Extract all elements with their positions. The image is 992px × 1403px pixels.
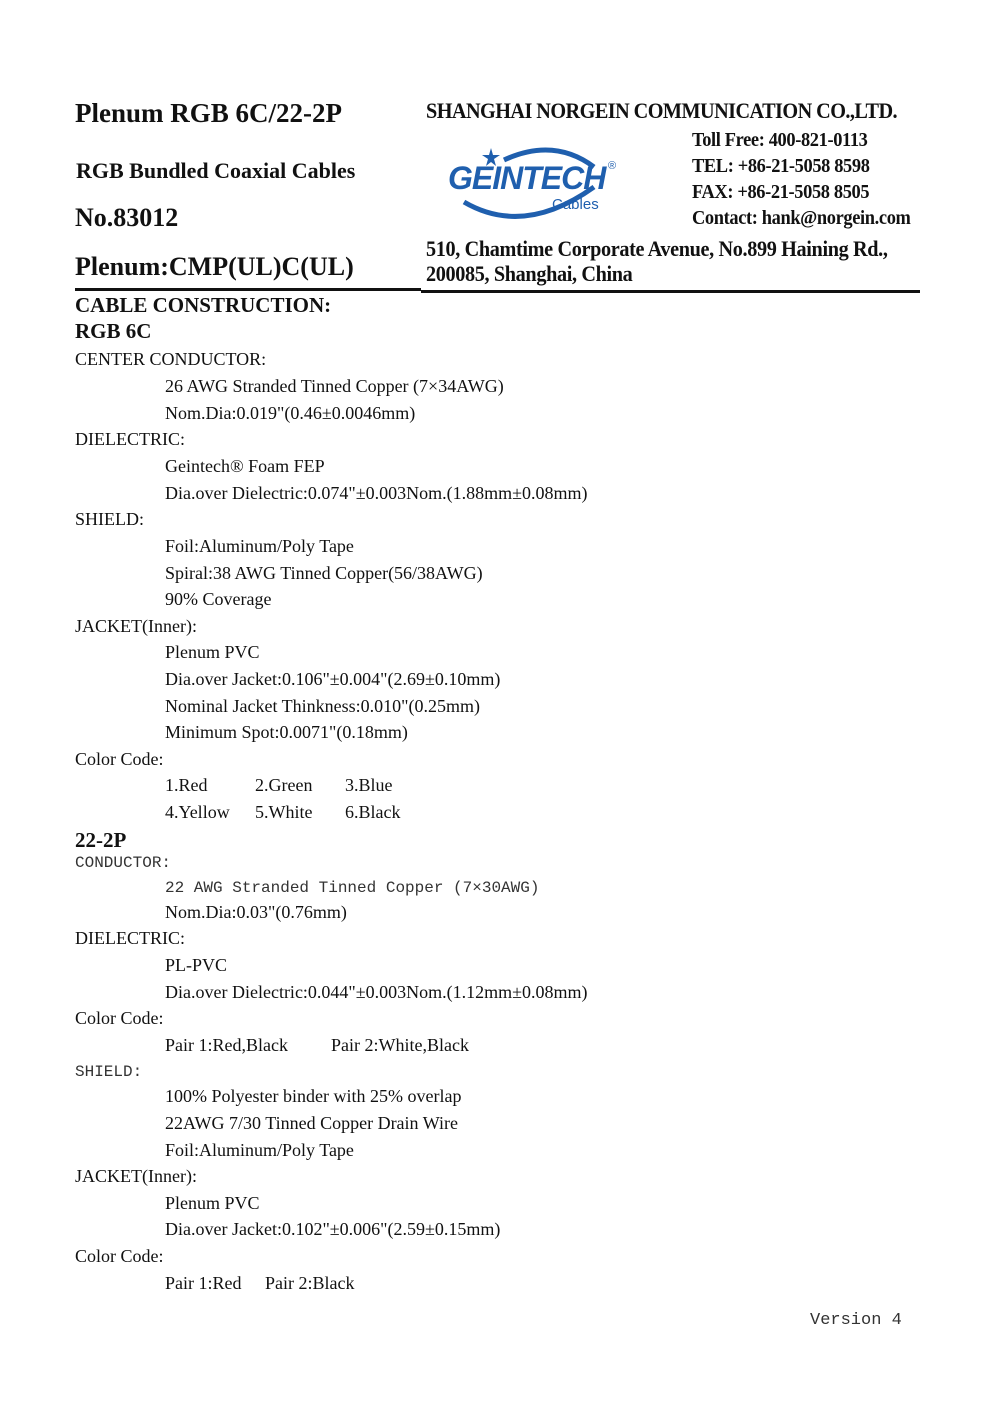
pair-conductor-label: CONDUCTOR: [75, 854, 172, 872]
jacket-thickness: Nominal Jacket Thinkness:0.010"(0.25mm) [165, 696, 480, 716]
toll-free: Toll Free: 400-821-0113 [692, 129, 868, 151]
center-conductor-spec: 26 AWG Stranded Tinned Copper (7×34AWG) [165, 376, 504, 396]
logo-subtext: Cables [552, 196, 599, 213]
pair-color-1: Pair 1:Red,Black [165, 1035, 288, 1055]
color-item: 6.Black [345, 802, 401, 822]
color-item: 1.Red [165, 775, 208, 795]
plenum-rating: Plenum:CMP(UL)C(UL) [75, 252, 354, 281]
pair-jacket-label: JACKET(Inner): [75, 1166, 197, 1186]
color-item: 5.White [255, 802, 313, 822]
color-item: 4.Yellow [165, 802, 230, 822]
color-code-label: Color Code: [75, 749, 164, 769]
jacket-diameter: Dia.over Jacket:0.106"±0.004"(2.69±0.10mm) [165, 669, 501, 689]
pair-shield-label: SHIELD: [75, 1063, 143, 1081]
pair-jacket-diameter: Dia.over Jacket:0.102"±0.006"(2.59±0.15mm) [165, 1219, 501, 1239]
telephone: TEL: +86-21-5058 8598 [692, 155, 870, 177]
product-number: No.83012 [75, 203, 179, 232]
color-item: 2.Green [255, 775, 313, 795]
rgb-heading: RGB 6C [75, 319, 152, 343]
pair-heading: 22-2P [75, 828, 127, 852]
pair-color2-label: Color Code: [75, 1246, 164, 1266]
pair-shield-drain: 22AWG 7/30 Tinned Copper Drain Wire [165, 1113, 458, 1133]
address-line-1: 510, Chamtime Corporate Avenue, No.899 Haining Rd., [426, 236, 888, 261]
geintech-logo [444, 142, 624, 232]
pair-color2-2: Pair 2:Black [265, 1273, 355, 1293]
header-rule-right [421, 290, 920, 293]
dielectric-label: DIELECTRIC: [75, 429, 185, 449]
color-item: 3.Blue [345, 775, 393, 795]
center-conductor-diameter: Nom.Dia:0.019"(0.46±0.0046mm) [165, 403, 416, 423]
construction-heading: CABLE CONSTRUCTION: [75, 293, 332, 317]
header-rule-left [75, 288, 421, 291]
pair-shield-foil: Foil:Aluminum/Poly Tape [165, 1140, 354, 1160]
shield-label: SHIELD: [75, 509, 144, 529]
pair-shield-binder: 100% Polyester binder with 25% overlap [165, 1086, 462, 1106]
shield-foil: Foil:Aluminum/Poly Tape [165, 536, 354, 556]
logo-wordmark: GEINTECH [448, 160, 606, 196]
page-title: Plenum RGB 6C/22-2P [75, 98, 342, 128]
shield-spiral: Spiral:38 AWG Tinned Copper(56/38AWG) [165, 563, 483, 583]
pair-dielectric-material: PL-PVC [165, 955, 228, 975]
pair-color-label: Color Code: [75, 1008, 164, 1028]
center-conductor-label: CENTER CONDUCTOR: [75, 349, 267, 369]
pair-dielectric-label: DIELECTRIC: [75, 928, 185, 948]
company-name: SHANGHAI NORGEIN COMMUNICATION CO.,LTD. [426, 98, 898, 123]
pair-conductor-spec: 22 AWG Stranded Tinned Copper (7×30AWG) [165, 879, 540, 897]
dielectric-diameter: Dia.over Dielectric:0.074"±0.003Nom.(1.88mm±0.08mm) [165, 483, 588, 503]
contact-email: Contact: hank@norgein.com [692, 207, 911, 229]
pair-conductor-diameter: Nom.Dia:0.03"(0.76mm) [165, 902, 347, 922]
shield-coverage: 90% Coverage [165, 589, 272, 609]
jacket-minimum-spot: Minimum Spot:0.0071"(0.18mm) [165, 722, 408, 742]
pair-color2-1: Pair 1:Red [165, 1273, 242, 1293]
jacket-material: Plenum PVC [165, 642, 260, 662]
fax: FAX: +86-21-5058 8505 [692, 181, 870, 203]
version-label: Version 4 [810, 1311, 902, 1330]
pair-color-2: Pair 2:White,Black [331, 1035, 469, 1055]
page-subtitle: RGB Bundled Coaxial Cables [76, 158, 356, 183]
jacket-label: JACKET(Inner): [75, 616, 197, 636]
logo-registered: ® [608, 160, 617, 172]
pair-dielectric-diameter: Dia.over Dielectric:0.044"±0.003Nom.(1.12mm±0.08mm) [165, 982, 588, 1002]
pair-jacket-material: Plenum PVC [165, 1193, 260, 1213]
dielectric-material: Geintech® Foam FEP [165, 456, 325, 476]
address-line-2: 200085, Shanghai, China [426, 261, 633, 286]
